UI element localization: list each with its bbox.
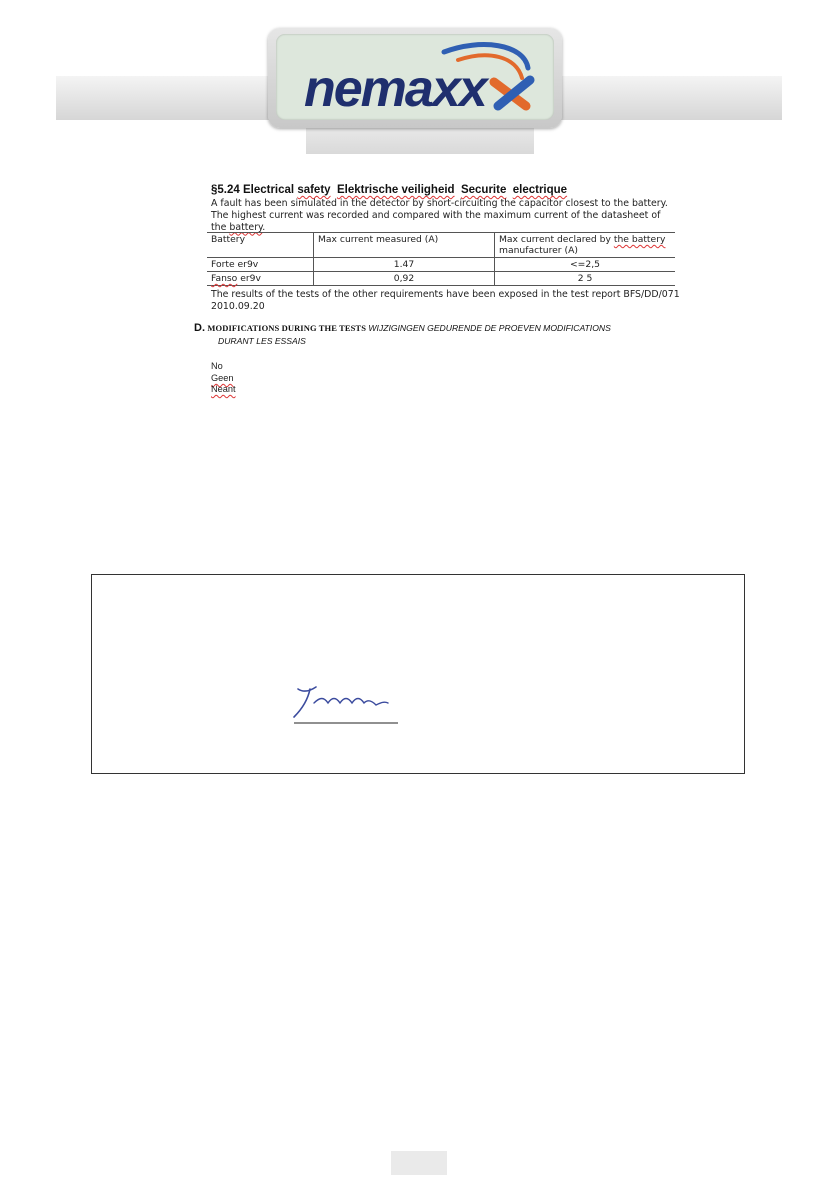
title-word-dutch: Elektrische veiligheid bbox=[336, 184, 455, 196]
header-declared-suffix: manufacturer (A) bbox=[499, 245, 578, 256]
page-number-tab bbox=[391, 1151, 447, 1175]
section-title bbox=[211, 184, 567, 196]
table-row bbox=[207, 272, 675, 286]
para2-battery-word: battery bbox=[229, 221, 263, 233]
title-word-electrique: electrique bbox=[512, 184, 568, 196]
cell-battery bbox=[207, 272, 314, 286]
section-d-translation-2: DURANT LES ESSAIS bbox=[218, 336, 306, 346]
header-declared-prefix: Max current declared by bbox=[499, 234, 614, 245]
cell-battery-brand: Fanso bbox=[211, 273, 238, 284]
section-d-translation-1: WIJZIGINGEN GEDURENDE DE PROEVEN MODIFICATIONS bbox=[368, 323, 611, 333]
test-report-reference: The results of the tests of the other requirements have been exposed in the test report BFS/DD/071 2010.09.20 bbox=[211, 289, 680, 312]
cell-battery-model: er9v bbox=[237, 273, 261, 284]
current-results-table bbox=[207, 232, 675, 286]
section-d-title: MODIFICATIONS DURING THE TESTS bbox=[207, 323, 367, 333]
para2-dot: . bbox=[262, 221, 266, 233]
cell-measured: 0,92 bbox=[314, 272, 495, 286]
current-comparison-text bbox=[211, 210, 676, 233]
para2-main: The highest current was recorded and compared with the maximum current of the datasheet of the bbox=[211, 210, 661, 233]
cell-measured: 1.47 bbox=[314, 258, 495, 272]
cell-declared: 2 5 bbox=[495, 272, 676, 286]
cell-declared: <=2,5 bbox=[495, 258, 676, 272]
header-measured: Max current measured (A) bbox=[314, 233, 495, 258]
answer-french: Neant bbox=[211, 384, 236, 394]
logo-wordmark: nemaxx bbox=[304, 60, 486, 118]
signature-box bbox=[91, 574, 745, 774]
fault-description: A fault has been simulated in the detector by short-circuiting the capacitor closest to the battery. bbox=[211, 198, 668, 209]
nemaxx-logo bbox=[276, 34, 554, 120]
signature bbox=[290, 683, 402, 727]
title-word-safety: safety bbox=[297, 184, 331, 196]
header-declared-underlined: the battery bbox=[613, 234, 666, 245]
logo-frame bbox=[268, 28, 562, 128]
answer-english: No bbox=[211, 361, 223, 371]
header-declared bbox=[495, 233, 676, 258]
title-word-securite: Securite bbox=[460, 184, 507, 196]
header-battery: Battery bbox=[207, 233, 314, 258]
section-d-heading bbox=[194, 322, 654, 348]
section-d-letter: D. bbox=[194, 322, 205, 334]
title-prefix: §5.24 Electrical bbox=[211, 184, 298, 196]
answer-dutch: Geen bbox=[211, 373, 234, 383]
table-row bbox=[207, 258, 675, 272]
cell-battery: Forte er9v bbox=[207, 258, 314, 272]
table-header-row bbox=[207, 233, 675, 258]
logo-panel bbox=[276, 34, 554, 120]
